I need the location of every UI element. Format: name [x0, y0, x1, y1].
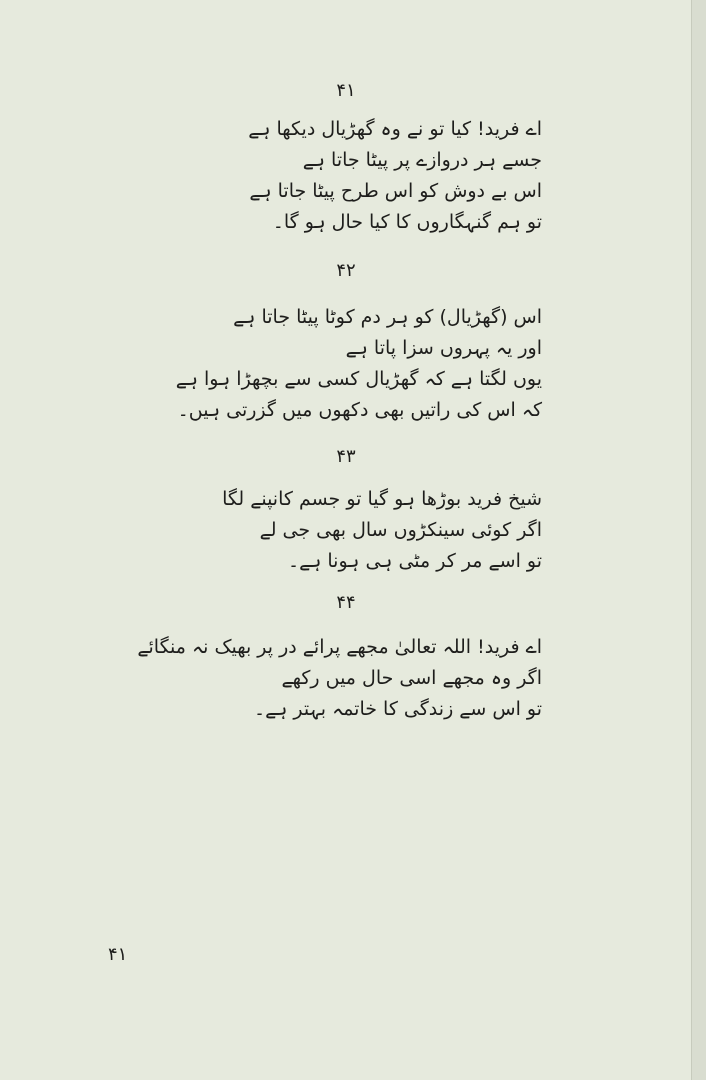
verse-line: کہ اس کی راتیں بھی دکھوں میں گزرتی ہیں۔	[177, 399, 542, 421]
stanza-number: ۴۳	[336, 446, 356, 467]
verse-line: اور یہ پہروں سزا پاتا ہے	[345, 337, 542, 359]
stanza	[122, 302, 542, 426]
verse-line: اگر وہ مجھے اسی حال میں رکھے	[281, 667, 542, 689]
stanza	[122, 114, 542, 238]
verse-line: اگر کوئی سینکڑوں سال بھی جی لے	[259, 519, 542, 541]
stanza	[122, 632, 542, 725]
page-edge	[691, 0, 706, 1080]
verse-line: جسے ہر دروازے پر پیٹا جاتا ہے	[302, 149, 542, 171]
stanza-number: ۴۲	[336, 260, 356, 281]
page-number: ۴۱	[108, 944, 128, 965]
verse-line: تو اسے مر کر مٹی ہی ہونا ہے۔	[287, 550, 542, 572]
stanza	[122, 484, 542, 577]
verse-line: شیخ فرید بوڑھا ہو گیا تو جسم کانپنے لگا	[222, 488, 542, 510]
verse-line: اس (گھڑیال) کو ہر دم کوٹا پیٹا جاتا ہے	[233, 306, 542, 328]
verse-line: یوں لگتا ہے کہ گھڑیال کسی سے بچھڑا ہوا ہے	[175, 368, 542, 390]
verse-line: اے فرید! اللہ تعالیٰ مجھے پرائے در پر بھیک نہ منگائے	[137, 636, 542, 658]
stanza-number: ۴۴	[336, 592, 356, 613]
verse-line: تو ہم گنہگاروں کا کیا حال ہو گا۔	[272, 211, 542, 233]
verse-line: اس بے دوش کو اس طرح پیٹا جاتا ہے	[249, 180, 542, 202]
stanza-number: ۴۱	[336, 80, 356, 101]
verse-line: تو اس سے زندگی کا خاتمہ بہتر ہے۔	[253, 698, 542, 720]
verse-line: اے فرید! کیا تو نے وہ گھڑیال دیکھا ہے	[248, 118, 542, 140]
